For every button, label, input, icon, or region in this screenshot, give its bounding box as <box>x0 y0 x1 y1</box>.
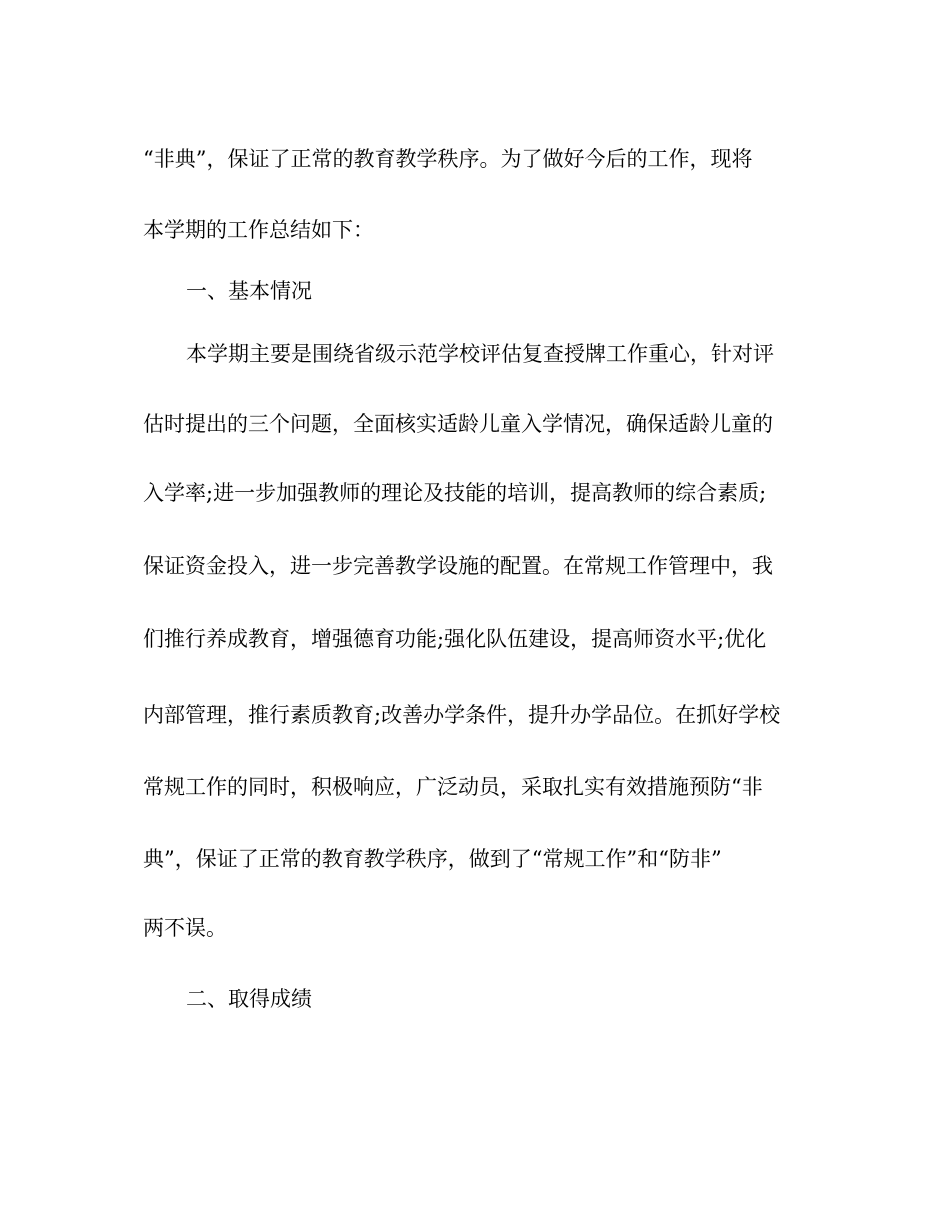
text-line: “非典”，保证了正常的教育教学秩序。为了做好今后的工作，现将 <box>143 147 753 171</box>
text-line: 内部管理，推行素质教育;改善办学条件，提升办学品位。在抓好学校 <box>143 703 781 727</box>
text-line: 入学率;进一步加强教师的理论及技能的培训，提高教师的综合素质; <box>143 481 767 505</box>
text-line: 估时提出的三个问题，全面核实适龄儿童入学情况，确保适龄儿童的 <box>143 412 773 436</box>
section-heading-basic-situation: 一、基本情况 <box>186 279 312 303</box>
paragraph-first-line: 本学期主要是围绕省级示范学校评估复查授牌工作重心，针对评 <box>186 342 774 366</box>
text-line: 常规工作的同时，积极响应，广泛动员，采取扎实有效措施预防“非 <box>143 775 763 799</box>
text-line: 典”，保证了正常的教育教学秩序，做到了“常规工作”和“防非” <box>143 847 722 871</box>
text-line: 保证资金投入，进一步完善教学设施的配置。在常规工作管理中，我 <box>143 554 773 578</box>
text-line: 两不误。 <box>143 916 227 940</box>
section-heading-achievements: 二、取得成绩 <box>186 987 312 1011</box>
text-line: 本学期的工作总结如下： <box>143 218 374 242</box>
text-line: 们推行养成教育，增强德育功能;强化队伍建设，提高师资水平;优化 <box>143 627 767 651</box>
